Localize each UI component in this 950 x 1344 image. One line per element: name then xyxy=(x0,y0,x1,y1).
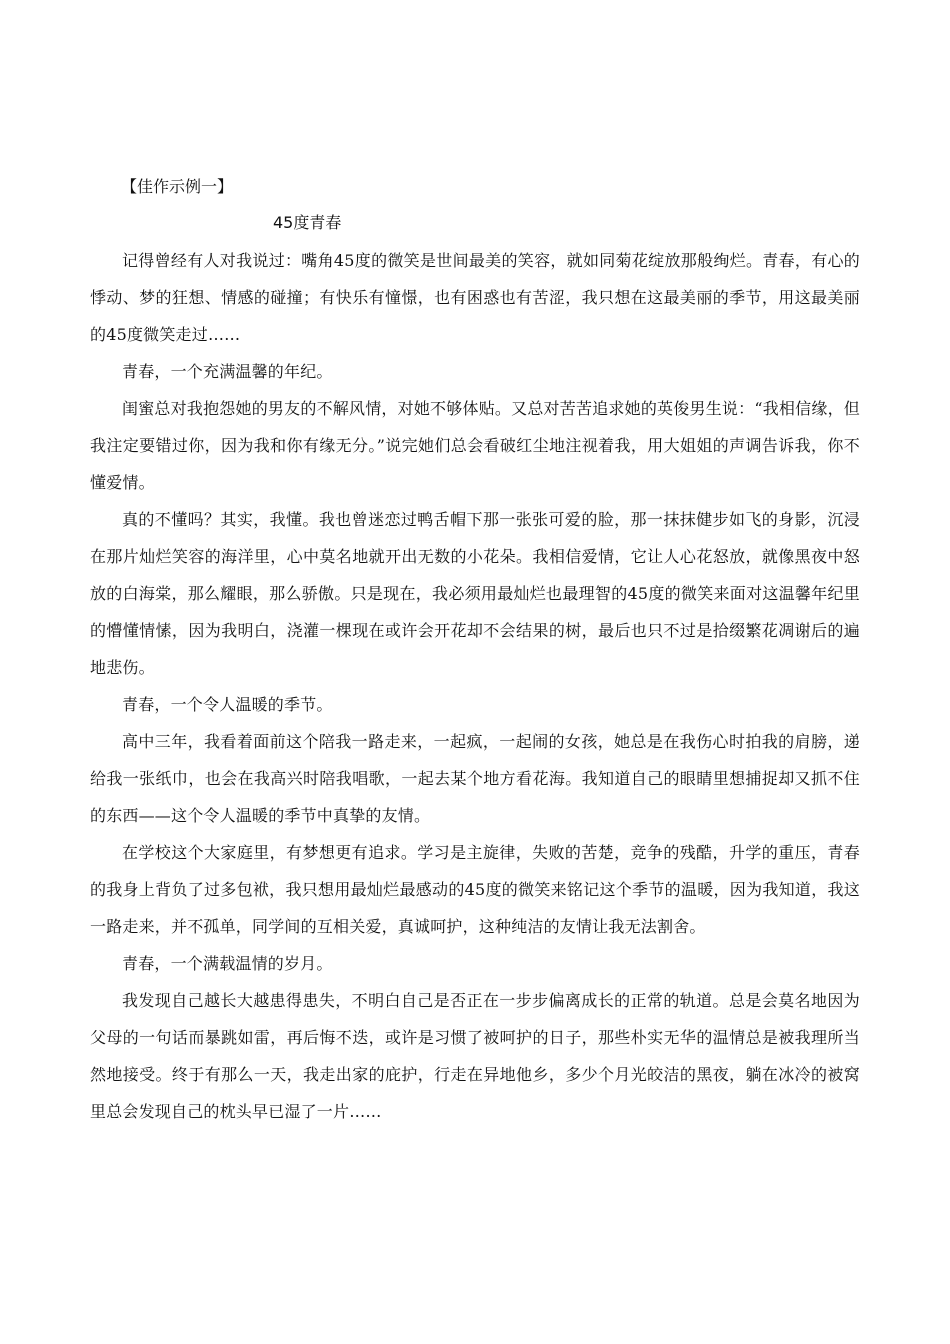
paragraph-intro: 记得曾经有人对我说过：嘴角45度的微笑是世间最美的笑容，就如同菊花绽放那般绚烂。青春，有心的悸动、梦的狂想、情感的碰撞；有快乐有憧憬，也有困惑也有苦涩，我只想在这最美丽的季节，用这最美丽的45度微笑走过…… xyxy=(90,251,860,344)
essay-title: 45度青春 xyxy=(273,213,342,232)
paragraph-body: 真的不懂吗？其实，我懂。我也曾迷恋过鸭舌帽下那一张张可爱的脸，那一抹抹健步如飞的身影，沉浸在那片灿烂笑容的海洋里，心中莫名地就开出无数的小花朵。我相信爱情，它让人心花怒放，就像黑夜中怒放的白海棠，那么耀眼，那么骄傲。只是现在，我必须用最灿烂也最理智的45度的微笑来面对这温馨年纪里的懵懂情愫，因为我明白，浇灌一棵现在或许会开花却不会结果的树，最后也只不过是拾缀繁花凋谢后的遍地悲伤。 xyxy=(90,510,860,677)
paragraph-body: 闺蜜总对我抱怨她的男友的不解风情，对她不够体贴。又总对苦苦追求她的英俊男生说：“我相信缘，但我注定要错过你，因为我和你有缘无分。”说完她们总会看破红尘地注视着我，用大姐姐的声调告诉我，你不懂爱情。 xyxy=(90,399,860,492)
paragraph-body: 在学校这个大家庭里，有梦想更有追求。学习是主旋律，失败的苦楚，竞争的残酷，升学的重压，青春的我身上背负了过多包袱，我只想用最灿烂最感动的45度的微笑来铭记这个季节的温暖，因为我知道，我这一路走来，并不孤单，同学间的互相关爱，真诚呵护，这种纯洁的友情让我无法割舍。 xyxy=(90,843,860,936)
section-label: 【佳作示例一】 xyxy=(121,177,234,196)
paragraph-heading-2: 青春，一个令人温暖的季节。 xyxy=(122,695,333,714)
paragraph-heading-1: 青春，一个充满温馨的年纪。 xyxy=(122,362,333,381)
paragraph-body: 我发现自己越长大越患得患失，不明白自己是否正在一步步偏离成长的正常的轨道。总是会莫名地因为父母的一句话而暴跳如雷，再后悔不迭，或许是习惯了被呵护的日子，那些朴实无华的温情总是被我理所当然地接受。终于有那么一天，我走出家的庇护，行走在异地他乡，多少个月光皎洁的黑夜，躺在冰冷的被窝里总会发现自己的枕头早已湿了一片…… xyxy=(90,991,860,1121)
document-body xyxy=(90,172,860,1130)
paragraph-heading-3: 青春，一个满载温情的岁月。 xyxy=(122,954,333,973)
paragraph-body: 高中三年，我看着面前这个陪我一路走来，一起疯，一起闹的女孩，她总是在我伤心时拍我的肩膀，递给我一张纸巾，也会在我高兴时陪我唱歌，一起去某个地方看花海。我知道自己的眼睛里想捕捉却又抓不住的东西——这个令人温暖的季节中真挚的友情。 xyxy=(90,732,860,825)
